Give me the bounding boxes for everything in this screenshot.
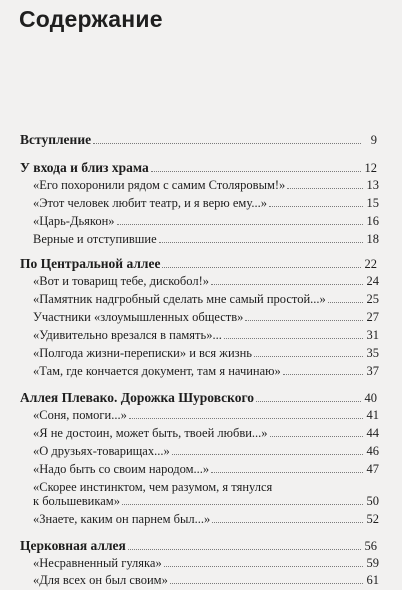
- toc-page-number: 59: [366, 556, 379, 570]
- toc-page-number: 18: [366, 232, 379, 246]
- toc-item[interactable]: [33, 196, 379, 211]
- toc-page-number: 12: [364, 161, 377, 175]
- toc-item-label: «Удивительно врезался в память»...: [33, 328, 222, 342]
- toc-item[interactable]: [33, 310, 379, 325]
- leader-dots: [270, 436, 363, 437]
- toc-item[interactable]: [33, 214, 379, 229]
- toc-section-label: Аллея Плевако. Дорожка Шуровского: [20, 390, 255, 405]
- toc-page-number: 24: [366, 274, 379, 288]
- toc-item-label: «Там, где кончается документ, там я начинаю»: [33, 364, 281, 378]
- toc-item-label: «Надо быть со своим народом...»: [33, 462, 210, 476]
- toc-item[interactable]: [33, 556, 379, 571]
- page-title: Содержание: [19, 6, 163, 32]
- leader-dots: [269, 206, 363, 207]
- toc-item[interactable]: [33, 232, 379, 247]
- toc-page-number: 56: [364, 539, 377, 553]
- toc-item[interactable]: [33, 426, 379, 441]
- toc-item-label: «Я не достоин, может быть, твоей любви...»: [33, 426, 268, 440]
- toc-item[interactable]: [33, 274, 379, 289]
- toc-item[interactable]: [33, 328, 379, 343]
- toc-section[interactable]: [20, 390, 377, 406]
- leader-dots: [172, 454, 363, 455]
- leader-dots: [164, 566, 363, 567]
- toc-page-number: 61: [366, 573, 379, 587]
- toc-item-label: Участники «злоумышленных обществ»: [33, 310, 244, 324]
- leader-dots: [93, 143, 361, 144]
- toc-page-number: 37: [366, 364, 379, 378]
- leader-dots: [151, 171, 361, 172]
- toc-page-number: 9: [370, 133, 377, 147]
- toc-page-number: 35: [366, 346, 379, 360]
- toc-page-number: 46: [366, 444, 379, 458]
- leader-dots: [211, 472, 363, 473]
- toc-item[interactable]: [33, 494, 379, 509]
- toc-item[interactable]: [33, 292, 379, 307]
- toc-item[interactable]: [33, 444, 379, 459]
- toc-page-number: 47: [366, 462, 379, 476]
- toc-item-label: «О друзьях-товарищах...»: [33, 444, 170, 458]
- toc-item-label: «Памятник надгробный сделать мне самый простой...»: [33, 292, 326, 306]
- toc-item[interactable]: [33, 408, 379, 423]
- toc-item-label: к большевикам»: [33, 494, 120, 508]
- leader-dots: [287, 188, 363, 189]
- toc-item-label: «Вот и товарищ тебе, дискобол!»: [33, 274, 209, 288]
- toc-page-number: 25: [366, 292, 379, 306]
- toc-page-number: 27: [366, 310, 379, 324]
- toc-item-label-line1: «Скорее инстинктом, чем разумом, я тянулся: [33, 480, 273, 494]
- toc-item[interactable]: [33, 178, 379, 193]
- toc-item-label: «Полгода жизни-переписки» и вся жизнь: [33, 346, 252, 360]
- toc-section-label: По Центральной аллее: [20, 256, 161, 271]
- toc-item[interactable]: [33, 512, 379, 527]
- toc-item[interactable]: [33, 364, 379, 379]
- toc-section-label: Церковная аллея: [20, 538, 126, 553]
- toc-page-number: 13: [366, 178, 379, 192]
- toc-page-number: 44: [366, 426, 379, 440]
- toc-page-number: 52: [366, 512, 379, 526]
- toc-section-label: У входа и близ храма: [20, 160, 149, 175]
- leader-dots: [117, 224, 363, 225]
- leader-dots: [159, 242, 363, 243]
- toc-item-label: «Знаете, каким он парнем был...»: [33, 512, 211, 526]
- leader-dots: [211, 284, 363, 285]
- leader-dots: [128, 549, 361, 550]
- leader-dots: [122, 504, 363, 505]
- toc-section[interactable]: [20, 256, 377, 272]
- toc-page-number: 50: [366, 494, 379, 508]
- toc-item-label: «Царь-Дьякон»: [33, 214, 115, 228]
- toc-page-number: 16: [366, 214, 379, 228]
- toc-item[interactable]: [33, 346, 379, 361]
- toc-page-number: 41: [366, 408, 379, 422]
- toc-item-label: «Его похоронили рядом с самим Столяровым!»: [33, 178, 286, 192]
- leader-dots: [170, 583, 363, 584]
- toc-page-number: 15: [366, 196, 379, 210]
- toc-item-label: «Для всех он был своим»: [33, 573, 168, 587]
- leader-dots: [224, 338, 363, 339]
- toc-item-label: Верные и отступившие: [33, 232, 157, 246]
- leader-dots: [256, 401, 361, 402]
- leader-dots: [254, 356, 363, 357]
- leader-dots: [129, 418, 363, 419]
- toc-section[interactable]: [20, 132, 377, 148]
- toc-page-number: 31: [366, 328, 379, 342]
- toc-item-label: «Соня, помоги...»: [33, 408, 127, 422]
- leader-dots: [328, 302, 363, 303]
- toc-item-label: «Этот человек любит театр, и я верю ему...»: [33, 196, 267, 210]
- toc-item[interactable]: [33, 573, 379, 588]
- toc-page-number: 40: [364, 391, 377, 405]
- toc-item-label: «Несравненный гуляка»: [33, 556, 162, 570]
- leader-dots: [245, 320, 363, 321]
- leader-dots: [162, 267, 361, 268]
- toc-page-number: 22: [364, 257, 377, 271]
- leader-dots: [212, 522, 363, 523]
- toc-item[interactable]: [33, 462, 379, 477]
- toc-section-label: Вступление: [20, 132, 92, 147]
- toc-section[interactable]: [20, 160, 377, 176]
- toc-section[interactable]: [20, 538, 377, 554]
- leader-dots: [283, 374, 363, 375]
